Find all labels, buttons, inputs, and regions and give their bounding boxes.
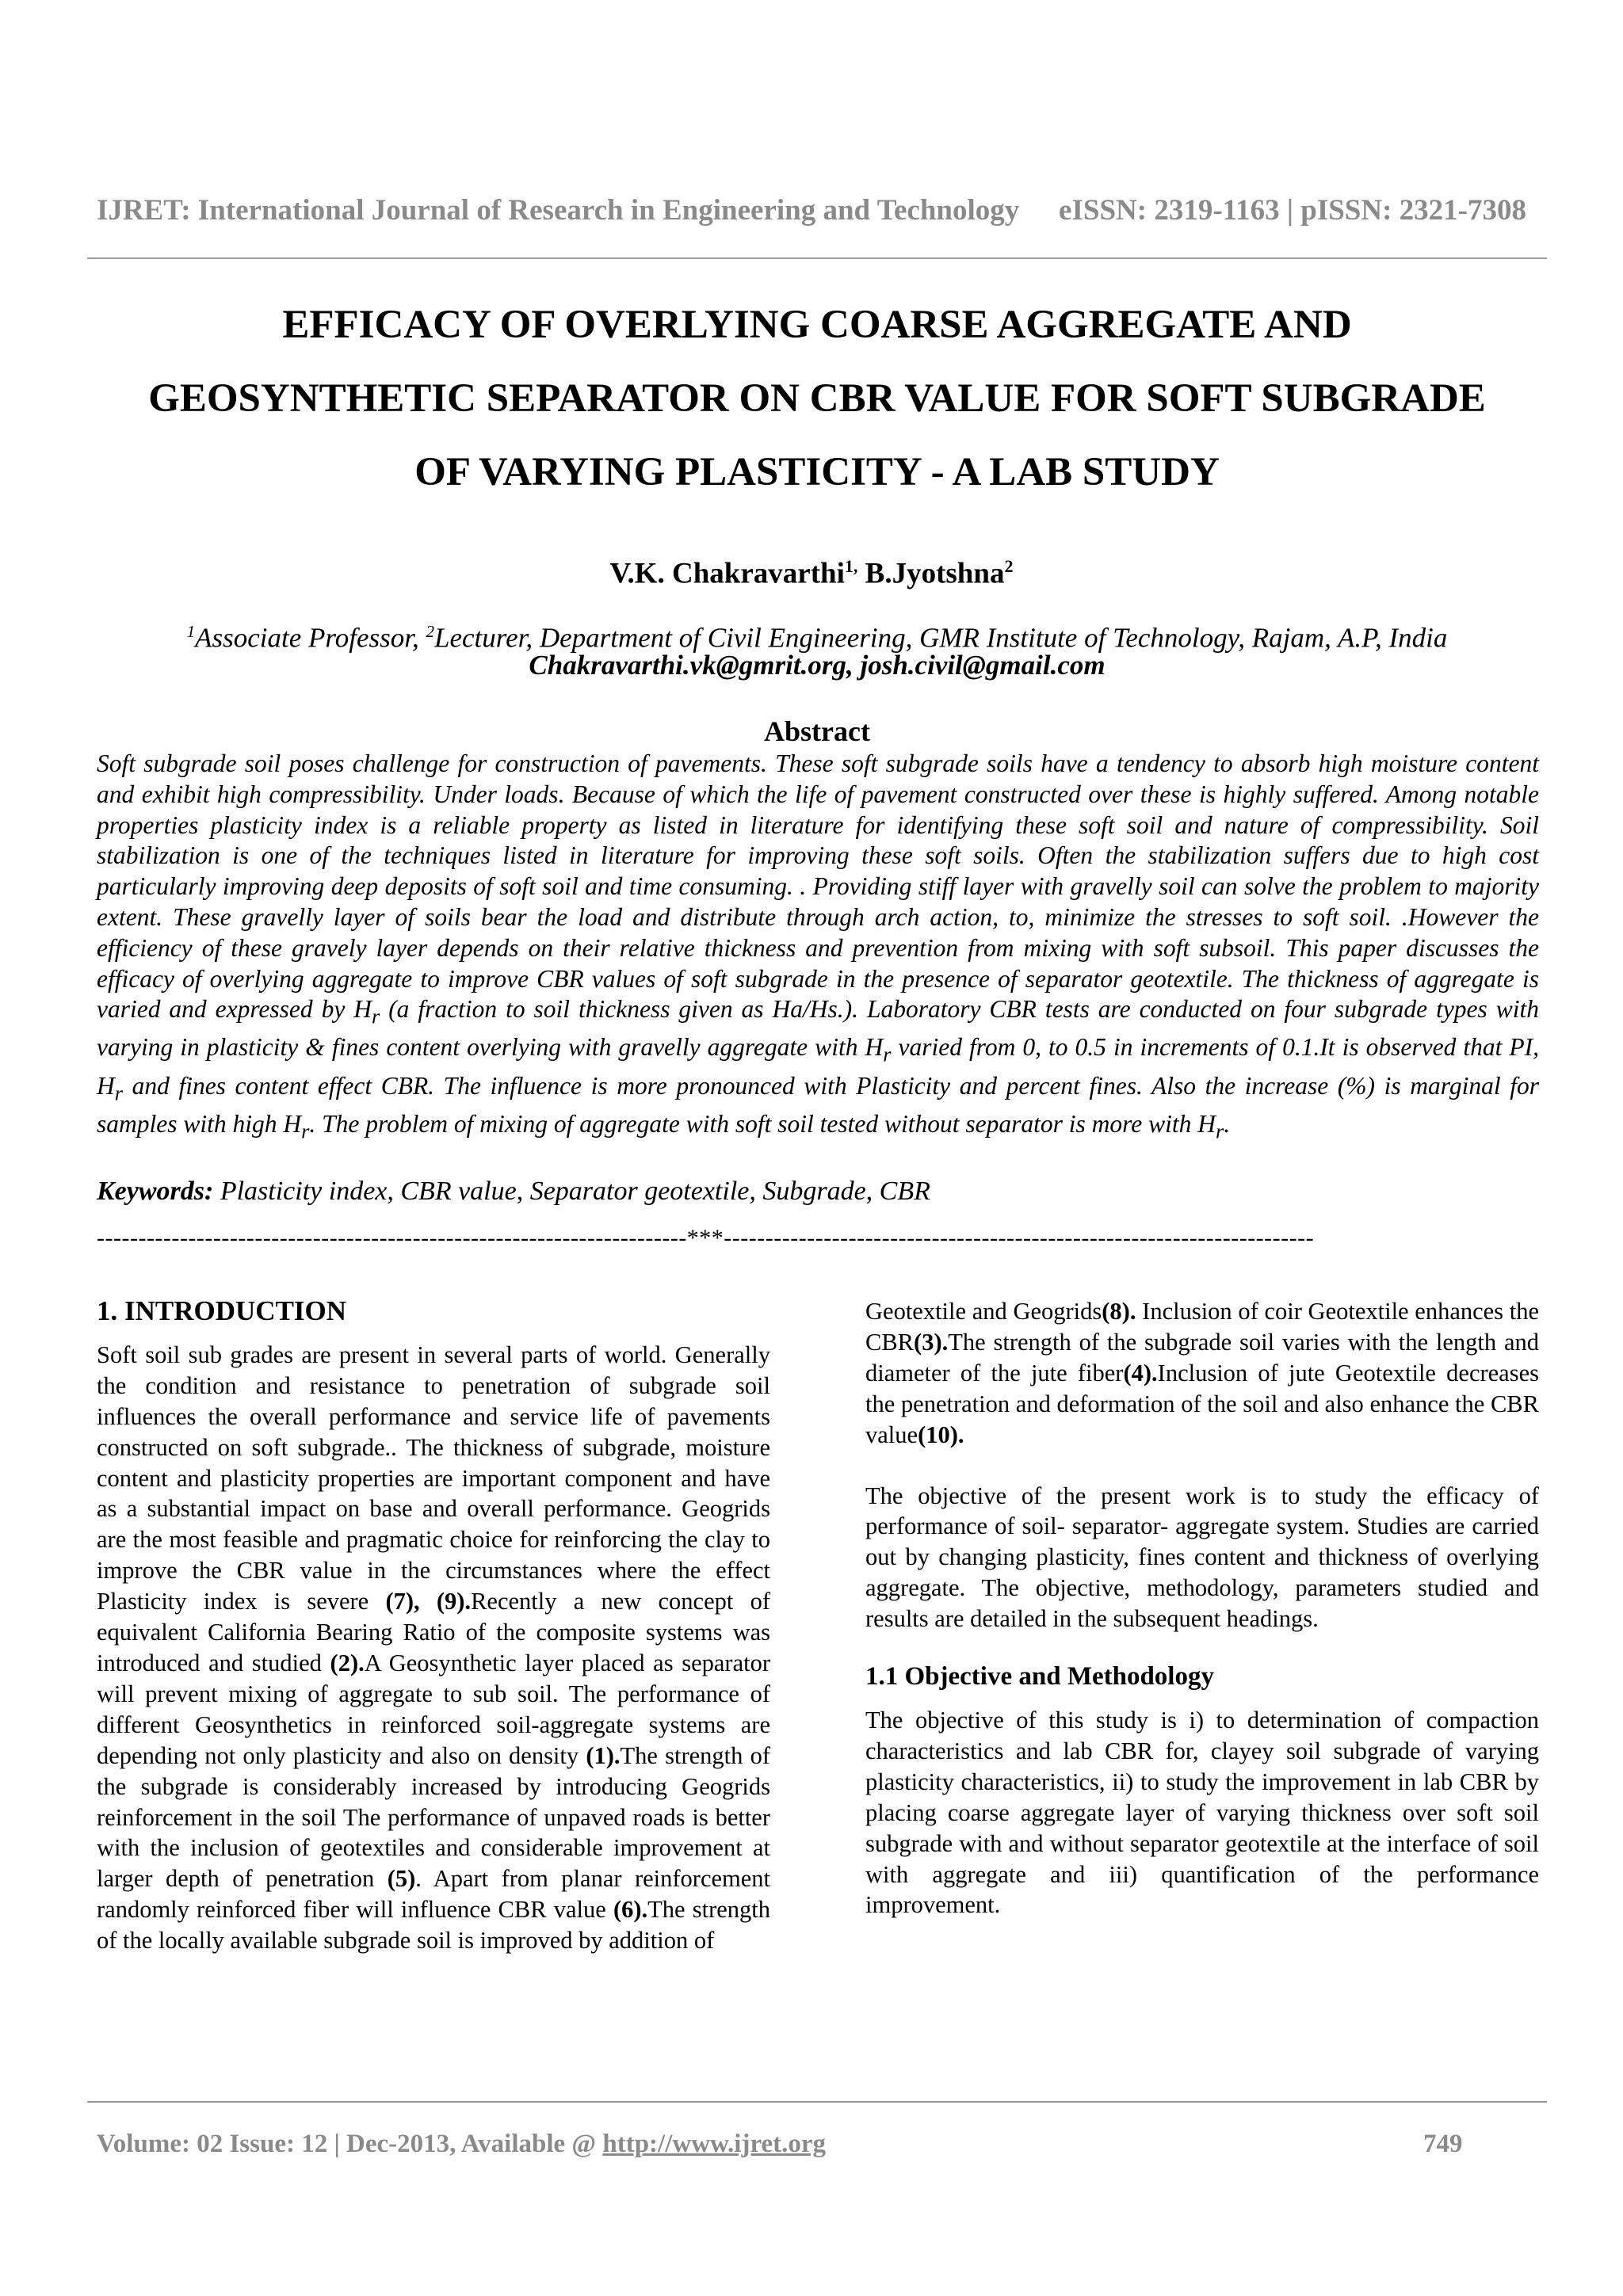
abstract-heading: Abstract xyxy=(764,715,870,747)
citation: (6). xyxy=(613,1896,648,1924)
footer-volume xyxy=(97,2130,826,2159)
body-text: . Apart from planar reinforcement randomly reinforced fiber will influence CBR value xyxy=(97,1865,771,1924)
citation: (3). xyxy=(914,1328,949,1356)
citation: (2). xyxy=(330,1649,365,1676)
paper-title xyxy=(87,288,1547,509)
subscript-r: r xyxy=(883,1043,892,1066)
title-line: EFFICACY OF OVERLYING COARSE AGGREGATE AND xyxy=(282,303,1352,347)
authors xyxy=(0,556,1623,590)
citation: (4). xyxy=(1123,1359,1158,1386)
citation: (5) xyxy=(387,1865,416,1893)
right-column xyxy=(865,1296,1539,1920)
subscript-r: r xyxy=(114,1081,123,1104)
body-text: Inclusion of jute Geotextile decreases the penetration and deformation of the soil and also enhance the CBR value xyxy=(865,1359,1539,1448)
footer-link[interactable]: http://www.ijret.org xyxy=(602,2130,827,2158)
affiliation-text: Lecturer, Department of Civil Engineering, GMR Institute of Technology, Rajam, A.P, India xyxy=(433,622,1448,654)
citation: (1). xyxy=(586,1741,621,1769)
subsection-heading: 1.1 Objective and Methodology xyxy=(865,1662,1214,1691)
section-heading-introduction: 1. INTRODUCTION xyxy=(97,1295,347,1326)
body-text: Recently a new concept of equivalent California Bearing Ratio of the composite systems was introduced and studied xyxy=(97,1588,770,1676)
header-rule xyxy=(87,257,1547,259)
abstract-text: . xyxy=(1224,1109,1231,1138)
footer-volume-text: Volume: 02 Issue: 12 | Dec-2013, Available @ xyxy=(97,2130,603,2158)
subscript-r: r xyxy=(1215,1119,1224,1142)
abstract-text: . The problem of mixing of aggregate with soft soil tested without separator is more with H xyxy=(309,1109,1216,1138)
body-text: Inclusion of coir Geotextile enhances the CBR xyxy=(865,1298,1539,1356)
body-text: The strength of the subgrade is considerably increased by introducing Geogrids reinforcement in the soil The performance of unpaved roads is better with the inclusion of geotextiles and considerable improvement at larger depth of penetration xyxy=(97,1741,770,1893)
subscript-r: r xyxy=(372,1005,380,1028)
intro-paragraph xyxy=(97,1340,770,1956)
affiliation-superscript: 2 xyxy=(426,622,434,641)
title-line: GEOSYNTHETIC SEPARATOR ON CBR VALUE FOR SOFT SUBGRADE xyxy=(148,376,1486,421)
footer-rule xyxy=(87,2101,1547,2103)
affiliation-superscript: 1 xyxy=(186,622,196,641)
abstract-body xyxy=(97,749,1539,1147)
objective-paragraph: The objective of the present work is to study the efficacy of performance of soil- separator- aggregate system. Studies are carried out by changing plasticity, fines content and thickness of overlying aggregate. The objective, methodology, parameters studied and results are detailed in the subsequent headings. xyxy=(865,1482,1539,1633)
keywords-label: Keywords: xyxy=(97,1177,214,1206)
citation: (8). xyxy=(1102,1298,1136,1325)
left-column xyxy=(97,1296,770,1956)
abstract-text: and fines content effect CBR. The influence is more pronounced with Plasticity and percent fines. Also the increase (%) is marginal for samples with high H xyxy=(97,1071,1539,1138)
subscript-r: r xyxy=(301,1119,310,1142)
body-text: Soft soil sub grades are present in several parts of world. Generally the condition and resistance to penetration of subgrade soil influences the overall performance and service life of pavements constructed on soft subgrade.. The thickness of subgrade, moisture content and plasticity properties are important component and have as a substantial impact on base and overall performance. Geogrids are the most feasible and pragmatic choice for reinforcing the clay to improve the CBR value in the circumstances where the effect Plasticity index is severe xyxy=(97,1341,770,1615)
methodology-paragraph: The objective of this study is i) to determination of compaction characteristics and lab CBR for, clayey soil subgrade of varying plasticity characteristics, ii) to study the improvement in lab CBR by placing coarse aggregate layer of varying thickness over soft soil subgrade with and without separator geotextile at the interface of soil with aggregate and iii) quantification of the performance improvement. xyxy=(865,1706,1539,1919)
body-text: Geotextile and Geogrids xyxy=(865,1298,1102,1325)
keywords-text: Plasticity index, CBR value, Separator geotextile, Subgrade, CBR xyxy=(213,1177,930,1206)
author-name: B.Jyotshna xyxy=(865,557,1005,590)
journal-header xyxy=(97,193,1526,227)
abstract-text: Soft subgrade soil poses challenge for construction of pavements. These soft subgrade soils have a tendency to absorb high moisture content and exhibit high compressibility. Under loads. Because of which the life of pavement constructed over these is highly suffered. Among notable properties plasticity index is a reliable property as listed in literature for identifying these soft soil and nature of compressibility. Soil stabilization is one of the techniques listed in literature for improving these soft soils. Often the stabilization suffers due to high cost particularly improving deep deposits of soft soil and time consuming. . Providing stiff layer with gravelly soil can solve the problem to majority extent. These gravelly layer of soils bear the load and distribute through arch action, to, minimize the stresses to soft soil. .However the efficiency of these gravely layer depends on their relative thickness and prevention from mixing with soft subsoil. This paper discusses the efficacy of overlying aggregate to improve CBR values of soft subgrade in the presence of separator geotextile. The thickness of aggregate is varied and expressed by H xyxy=(97,749,1539,1024)
author-superscript: 2 xyxy=(1004,556,1014,576)
author-name: V.K. Chakravarthi xyxy=(609,557,845,590)
keywords xyxy=(97,1177,1539,1207)
citation: (10). xyxy=(918,1421,964,1448)
journal-issn: eISSN: 2319-1163 | pISSN: 2321-7308 xyxy=(1059,194,1526,227)
affiliation-role: Associate Professor, xyxy=(195,622,426,654)
author-emails: Chakravarthi.vk@gmrit.org, josh.civil@gmail.com xyxy=(529,650,1106,681)
author-superscript: 1, xyxy=(844,556,858,576)
journal-name: IJRET: International Journal of Research in Engineering and Technology xyxy=(97,194,1020,227)
title-line: OF VARYING PLASTICITY - A LAB STUDY xyxy=(414,450,1220,494)
body-text: The strength of the subgrade soil varies with the length and diameter of the jute fiber xyxy=(865,1328,1539,1386)
continued-paragraph xyxy=(865,1296,1539,1451)
body-text: A Geosynthetic layer placed as separator will prevent mixing of aggregate to sub soil. The performance of different Geosynthetics in reinforced soil-aggregate systems are depending not only plasticity and also on density xyxy=(97,1649,770,1769)
section-divider: -----------------------------------------------------------------------***----------------------------------------------------------------------- xyxy=(97,1225,1315,1251)
citation: (7), (9). xyxy=(385,1588,472,1615)
page-number: 749 xyxy=(1423,2130,1463,2158)
abstract-text: (a fraction to soil thickness given as Ha/Hs.). Laboratory CBR tests are conducted on four subgrade types with varying in plasticity & fines content overlying with gravelly aggregate with H xyxy=(97,995,1539,1062)
body-text: The strength of the locally available subgrade soil is improved by addition of xyxy=(97,1896,771,1955)
abstract-text: varied from 0, to 0.5 in increments of 0.1.It is observed that PI, H xyxy=(97,1033,1540,1100)
